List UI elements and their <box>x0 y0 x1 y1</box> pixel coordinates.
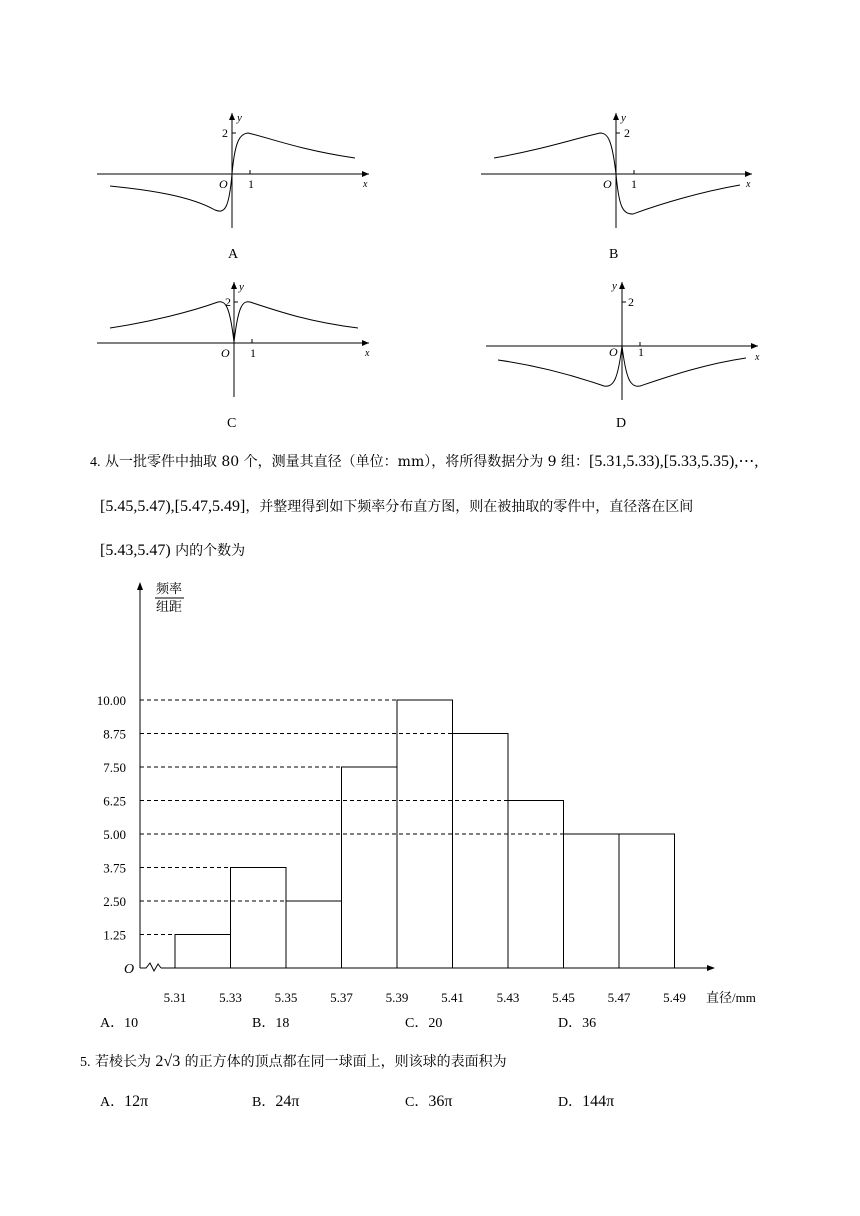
y-tick-label-3: 5.00 <box>103 827 126 842</box>
q5-option-c[interactable]: C．36π <box>405 1093 453 1110</box>
q4-number: 4. <box>90 455 101 470</box>
graph-b-origin: O <box>603 177 612 191</box>
graph-b-y-axis-label: y <box>621 112 626 124</box>
q5-option-a[interactable]: A．12π <box>100 1093 149 1110</box>
x-tick-label-0: 5.31 <box>163 990 187 1005</box>
y-tick-label-2: 3.75 <box>103 860 126 876</box>
graph-d-y-axis-label: y <box>612 280 617 292</box>
x-tick-label-3: 5.37 <box>330 990 353 1005</box>
histogram-origin: O <box>124 962 135 977</box>
graph-b <box>481 112 752 228</box>
q4-line3-text: 内的个数为 <box>170 543 246 559</box>
y-tick-label-6: 8.75 <box>103 726 126 742</box>
histogram-bar-3 <box>342 767 398 968</box>
q4-line3 <box>100 541 245 561</box>
x-axis-break <box>140 963 161 971</box>
y-tick-label-7: 10.00 <box>96 693 126 708</box>
q4-line1 <box>90 452 758 473</box>
graph-a <box>97 112 369 228</box>
q4-option-a[interactable]: A．10 <box>100 1016 139 1031</box>
q5-text-after: 的正方体的顶点都在同一球面上，则该球的表面积为 <box>184 1054 507 1070</box>
histogram-bar-8 <box>619 834 675 968</box>
graph-b-caption: B <box>609 247 619 262</box>
y-tick-label-5: 7.50 <box>103 760 126 775</box>
graph-c <box>97 281 370 397</box>
x-tick-label-5: 5.41 <box>441 990 464 1005</box>
y-tick-label-4: 6.25 <box>103 793 126 809</box>
histogram-ylabel-top: 频率 <box>156 581 183 596</box>
histogram-chart <box>0 570 860 1005</box>
histogram-bar-1 <box>231 868 287 969</box>
x-tick-label-8: 5.47 <box>607 990 631 1005</box>
graph-b-x-tick: 1 <box>631 177 637 191</box>
histogram-bar-7 <box>564 834 620 968</box>
graph-d-caption: D <box>616 416 627 431</box>
q5-number: 5. <box>80 1055 91 1070</box>
q4-option-c[interactable]: C．20 <box>405 1016 443 1031</box>
y-tick-label-1: 2.50 <box>103 894 126 909</box>
histogram-bar-5 <box>453 734 509 969</box>
graph-a-origin: O <box>219 177 228 191</box>
q5-option-d[interactable]: D．144π <box>558 1093 615 1110</box>
q4-option-b[interactable]: B．18 <box>252 1016 290 1031</box>
q5-math: 2√3 <box>155 1053 181 1070</box>
q4-line2-text: ，并整理得到如下频率分布直方图，则在被抽取的零件中，直径落在区间 <box>245 499 694 515</box>
graph-c-x-axis-label: x <box>365 348 370 359</box>
histogram-xlabel: 直径/mm <box>706 990 756 1005</box>
q4-line1-text: 从一批零件中抽取 80 个，测量其直径（单位：mm），将所得数据分为 9 组： <box>104 454 590 470</box>
x-tick-label-9: 5.49 <box>663 990 686 1005</box>
graph-a-caption: A <box>228 247 239 262</box>
q5-option-b[interactable]: B．24π <box>252 1093 300 1110</box>
x-axis-arrow <box>707 965 715 971</box>
histogram-ylabel-bottom: 组距 <box>156 599 183 614</box>
y-axis-arrow <box>137 582 143 590</box>
q5-line <box>80 1052 507 1073</box>
q4-line2-math: [5.45,5.47),[5.47,5.49] <box>100 498 246 515</box>
q5-text-before: 若棱长为 <box>94 1054 151 1070</box>
graph-d-x-axis-label: x <box>755 352 760 363</box>
q4-line2 <box>100 497 693 517</box>
graph-options <box>0 0 860 440</box>
graph-c-x-tick: 1 <box>250 346 256 360</box>
q4-line3-math: [5.43,5.47) <box>100 542 171 559</box>
graph-b-x-axis-label: x <box>746 179 751 190</box>
histogram-bar-2 <box>286 901 342 968</box>
graph-b-y-tick: 2 <box>624 126 630 140</box>
y-tick-label-0: 1.25 <box>103 927 126 943</box>
x-tick-label-6: 5.43 <box>496 990 520 1005</box>
q4-line1-math: [5.31,5.33),[5.33,5.35),⋯, <box>589 453 759 470</box>
x-tick-label-2: 5.35 <box>274 990 298 1005</box>
q4-option-d[interactable]: D．36 <box>558 1016 597 1031</box>
graph-d-origin: O <box>609 345 618 359</box>
graph-a-y-axis-label: y <box>237 112 242 124</box>
graph-c-origin: O <box>221 346 230 360</box>
graph-a-x-axis-label: x <box>363 179 368 190</box>
graph-c-caption: C <box>227 416 237 431</box>
x-tick-label-4: 5.39 <box>385 990 409 1005</box>
graph-d-y-tick: 2 <box>628 295 634 309</box>
graph-d-x-tick: 1 <box>638 345 644 359</box>
histogram-bar-0 <box>175 935 231 969</box>
graph-a-x-tick: 1 <box>248 177 254 191</box>
histogram-bar-6 <box>508 801 564 969</box>
graph-c-y-axis-label: y <box>239 281 244 293</box>
graph-d <box>486 280 760 400</box>
graph-c-y-tick: 2 <box>225 295 231 309</box>
graph-a-y-tick: 2 <box>222 126 228 140</box>
x-tick-label-1: 5.33 <box>219 990 242 1005</box>
x-tick-label-7: 5.45 <box>552 990 575 1005</box>
